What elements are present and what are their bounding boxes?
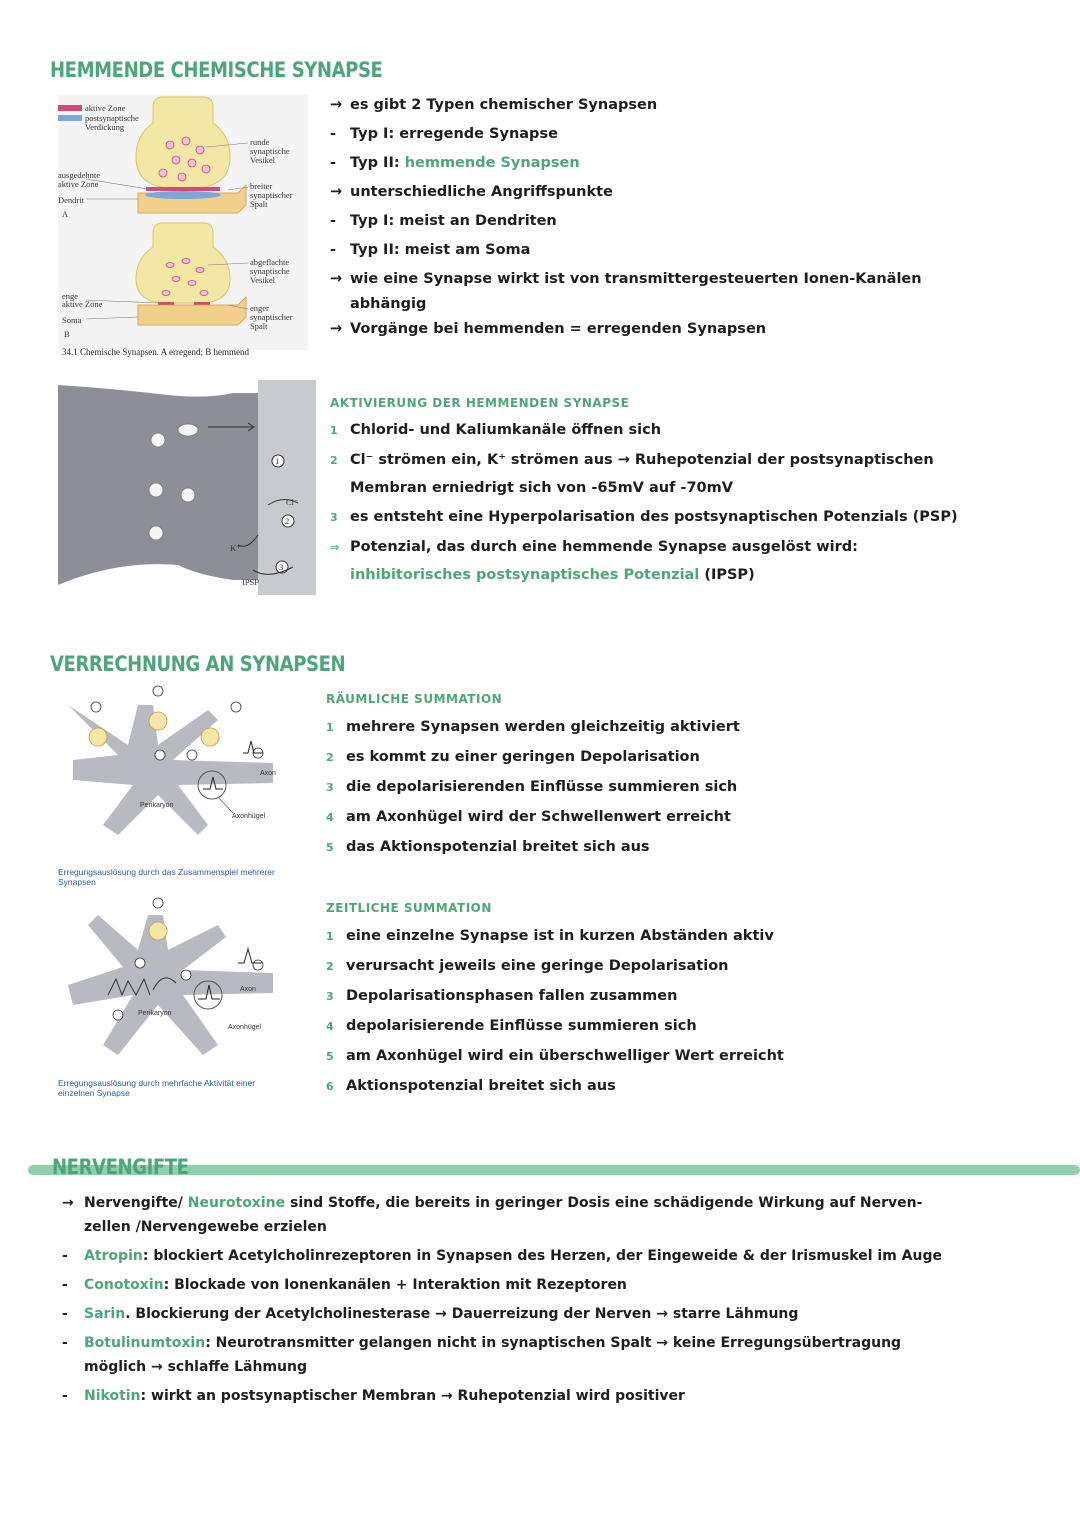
label-soma: Soma: [62, 315, 82, 325]
spatial-line: 3 die depolarisierenden Einflüsse summieren sich: [326, 779, 738, 795]
intro-line: → unterschiedliche Angriffspunkte: [330, 184, 613, 200]
activation-line: 3 es entsteht eine Hyperpolarisation des postsynaptischen Potenzials (PSP): [330, 509, 958, 525]
label-wide: breiter: [250, 181, 273, 191]
caption-temporal: Erregungsauslösung durch mehrfache Aktivität einer einzelnen Synapse: [58, 1078, 256, 1098]
toxin-line: → Nervengifte/ Neurotoxine sind Stoffe, die bereits in geringer Dosis eine schädigende Wirkung auf Nerven-: [62, 1195, 923, 1211]
label-round-3: Vesikel: [250, 155, 276, 165]
step-1: 1: [275, 456, 280, 466]
toxin-line: zellen /Nervengewebe erzielen: [84, 1219, 327, 1235]
figure-chemical-synapses: [58, 95, 308, 365]
label-axonhuegel: Axonhügel: [232, 813, 266, 820]
label-flat: abgeflachte: [250, 257, 290, 267]
label-extended-2: aktive Zone: [58, 179, 99, 189]
step-3: 3: [279, 562, 284, 572]
label-tight-3: Spalt: [250, 321, 268, 331]
label-wide-2: synaptischer: [250, 190, 293, 200]
toxin-line: - Botulinumtoxin: Neurotransmitter gelangen nicht in synaptischen Spalt → keine Erregungsübertragung: [62, 1335, 902, 1351]
activation-title: AKTIVIERUNG DER HEMMENDEN SYNAPSE: [330, 396, 630, 410]
label-tight: enger: [250, 303, 269, 313]
label-axon: Axon: [240, 986, 256, 993]
temporal-line: 1 eine einzelne Synapse ist in kurzen Abständen aktiv: [326, 928, 774, 944]
temporal-title: ZEITLICHE SUMMATION: [326, 901, 492, 915]
activation-line: ⇒ Potenzial, das durch eine hemmende Synapse ausgelöst wird:: [330, 539, 858, 555]
label-narrow-2: aktive Zone: [62, 299, 103, 309]
temporal-list: [326, 926, 1046, 1097]
toxin-line: - Nikotin: wirkt an postsynaptischer Membran → Ruhepotenzial wird positiver: [62, 1388, 685, 1404]
toxin-list: [62, 1193, 1052, 1406]
label-b: B: [64, 329, 70, 339]
intro-line: - Typ II: meist am Soma: [330, 242, 531, 258]
section-title-hemmende-synapse: HEMMENDE CHEMISCHE SYNAPSE: [50, 58, 383, 82]
label-axon: Axon: [260, 770, 276, 777]
intro-line: → es gibt 2 Typen chemischer Synapsen: [330, 97, 658, 113]
activation-line: Membran erniedrigt sich von -65mV auf -70mV: [350, 480, 733, 496]
temporal-diagram: [58, 895, 308, 1070]
ion-chloride: Cl⁻: [286, 497, 299, 507]
intro-line: - Typ I: meist an Dendriten: [330, 213, 557, 229]
label-perikaryon: Perikaryon: [140, 802, 174, 809]
legend-post: postsynaptische: [85, 113, 139, 123]
step-2: 2: [285, 516, 290, 526]
figure-ipsp: [58, 375, 316, 597]
toxin-line: - Conotoxin: Blockade von Ionenkanälen + Interaktion mit Rezeptoren: [62, 1277, 627, 1293]
temporal-line: 3 Depolarisationsphasen fallen zusammen: [326, 988, 678, 1004]
caption-spatial: Erregungsauslösung durch das Zusammenspiel mehrerer Synapsen: [58, 867, 275, 887]
spatial-line: 2 es kommt zu einer geringen Depolarisation: [326, 749, 700, 765]
activation-list: [330, 420, 1060, 585]
section-title-verrechnung: VERRECHNUNG AN SYNAPSEN: [50, 652, 346, 676]
activation-line: 1 Chlorid- und Kaliumkanäle öffnen sich: [330, 422, 662, 438]
ipsp-label: IPSP: [242, 577, 260, 587]
intro-line: abhängig: [350, 296, 427, 312]
legend-post-2: Verdickung: [85, 122, 125, 132]
spatial-title: RÄUMLICHE SUMMATION: [326, 692, 503, 706]
label-round-2: synaptische: [250, 146, 290, 156]
synapse-diagram: [58, 95, 308, 365]
activation-line: 2 Cl⁻ strömen ein, K⁺ strömen aus → Ruhepotenzial der postsynaptischen: [330, 452, 934, 468]
spatial-line: 1 mehrere Synapsen werden gleichzeitig aktiviert: [326, 719, 740, 735]
toxin-line: möglich → schlaffe Lähmung: [84, 1359, 308, 1375]
legend-active-zone: aktive Zone: [85, 103, 126, 113]
label-extended: ausgedehnte: [58, 170, 101, 180]
intro-line: - Typ I: erregende Synapse: [330, 126, 558, 142]
label-flat-2: synaptische: [250, 266, 290, 276]
label-tight-2: synaptischer: [250, 312, 293, 322]
spatial-line: 5 das Aktionspotenzial breitet sich aus: [326, 839, 650, 855]
intro-list: [330, 95, 1050, 339]
label-flat-3: Vesikel: [250, 275, 276, 285]
section-title-nervengifte: NERVENGIFTE: [52, 1155, 189, 1179]
label-dendrit: Dendrit: [58, 195, 84, 205]
intro-line: - Typ II: hemmende Synapsen: [330, 155, 580, 171]
figure-spatial-summation: [58, 685, 308, 890]
label-perikaryon: Perikaryon: [138, 1010, 172, 1017]
figure-caption-synapses: 34.1 Chemische Synapsen. A erregend; B hemmend: [62, 347, 249, 357]
toxin-line: - Atropin: blockiert Acetylcholinrezeptoren in Synapsen des Herzen, der Eingeweide & der Irismuskel im Auge: [62, 1248, 942, 1264]
spatial-list: [326, 717, 1046, 858]
ion-potassium: K⁺: [230, 543, 241, 553]
label-a: A: [62, 209, 69, 219]
spatial-line: 4 am Axonhügel wird der Schwellenwert erreicht: [326, 809, 731, 825]
ipsp-diagram: [58, 375, 316, 597]
toxin-line: - Sarin. Blockierung der Acetylcholinesterase → Dauerreizung der Nerven → starre Lähmung: [62, 1306, 799, 1322]
label-round: runde: [250, 137, 270, 147]
activation-line: inhibitorisches postsynaptisches Potenzial (IPSP): [350, 567, 755, 583]
figure-temporal-summation: [58, 895, 308, 1100]
intro-line: → Vorgänge bei hemmenden = erregenden Synapsen: [330, 321, 767, 337]
intro-line: → wie eine Synapse wirkt ist von transmittergesteuerten Ionen-Kanälen: [330, 271, 922, 287]
temporal-line: 4 depolarisierende Einflüsse summieren sich: [326, 1018, 697, 1034]
label-axonhuegel: Axonhügel: [228, 1024, 262, 1031]
label-narrow: enge: [62, 291, 79, 301]
label-wide-3: Spalt: [250, 199, 268, 209]
temporal-line: 5 am Axonhügel wird ein überschwelliger Wert erreicht: [326, 1048, 784, 1064]
temporal-line: 2 verursacht jeweils eine geringe Depolarisation: [326, 958, 729, 974]
temporal-line: 6 Aktionspotenzial breitet sich aus: [326, 1078, 616, 1094]
